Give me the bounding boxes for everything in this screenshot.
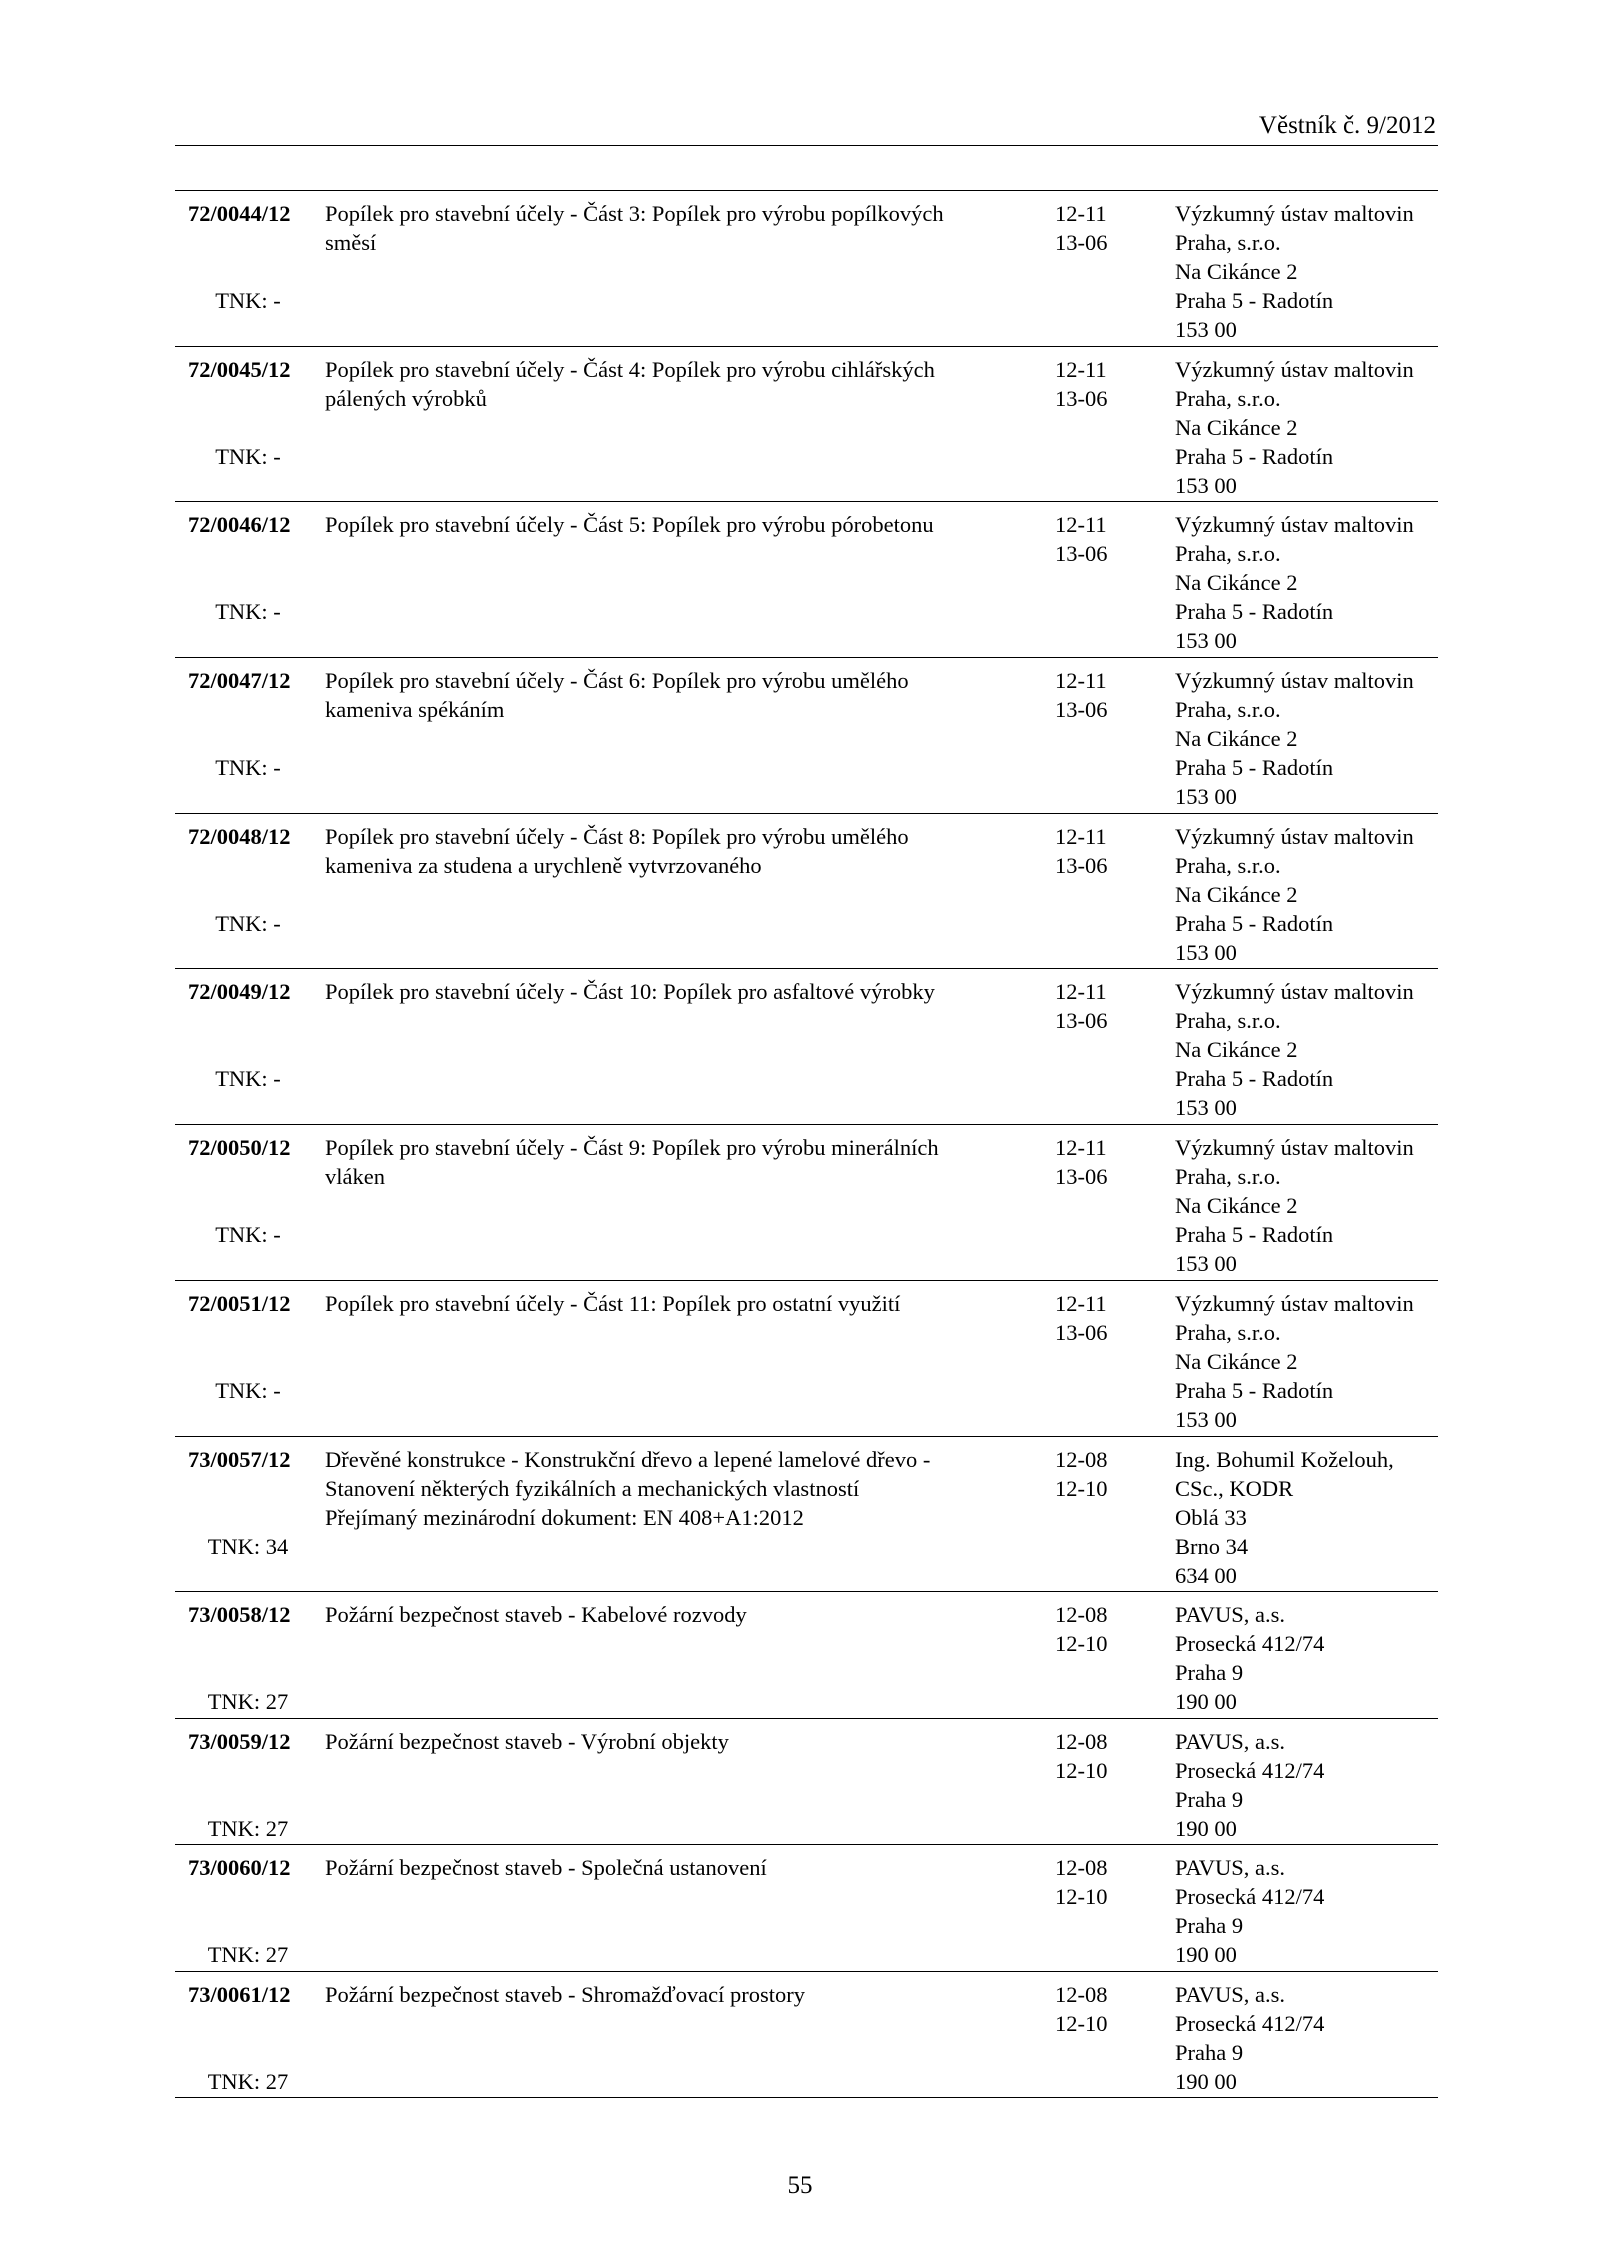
tnk-label: TNK: - bbox=[215, 288, 281, 313]
processor-address bbox=[1175, 199, 1435, 344]
title-line: Dřevěné konstrukce - Konstrukční dřevo a lepené lamelové dřevo - bbox=[325, 1446, 931, 1472]
address-line: PAVUS, a.s. bbox=[1175, 1728, 1286, 1754]
address-line: 153 00 bbox=[1175, 1406, 1237, 1432]
table-row bbox=[175, 1972, 1438, 2099]
address-line: 153 00 bbox=[1175, 784, 1237, 810]
date-end: 13-06 bbox=[1055, 385, 1108, 411]
address-line: Praha 5 - Radotín bbox=[1175, 1066, 1334, 1092]
title-line: Popílek pro stavební účely - Část 5: Popílek pro výrobu pórobetonu bbox=[325, 512, 934, 538]
standard-code: 73/0057/12 bbox=[188, 1446, 291, 1472]
standard-title bbox=[325, 1445, 931, 1532]
table-row bbox=[175, 1845, 1438, 1972]
date-start: 12-11 bbox=[1055, 1135, 1107, 1161]
address-line: Prosecká 412/74 bbox=[1175, 1757, 1325, 1783]
date-start: 12-11 bbox=[1055, 356, 1107, 382]
date-start: 12-08 bbox=[1055, 1728, 1108, 1754]
bulletin-title: Věstník č. 9/2012 bbox=[1258, 112, 1436, 139]
title-line: kameniva za studena a urychleně vytvrzovaného bbox=[325, 852, 762, 878]
address-line: 153 00 bbox=[1175, 1095, 1237, 1121]
date-end: 13-06 bbox=[1055, 541, 1108, 567]
address-line: Praha 5 - Radotín bbox=[1175, 1222, 1334, 1248]
page-number: 55 bbox=[787, 2172, 813, 2199]
date-range bbox=[1055, 1289, 1145, 1347]
address-line: Výzkumný ústav maltovin bbox=[1175, 668, 1414, 694]
date-end: 13-06 bbox=[1055, 1164, 1108, 1190]
table-row bbox=[175, 502, 1438, 658]
tnk-label: TNK: - bbox=[215, 910, 281, 936]
date-end: 12-10 bbox=[1055, 1884, 1108, 1910]
date-end: 12-10 bbox=[1055, 1475, 1108, 1501]
processor-address bbox=[1175, 666, 1435, 811]
tnk-label: TNK: - bbox=[215, 1377, 281, 1403]
address-line: 190 00 bbox=[1175, 2068, 1237, 2094]
address-line: Praha 9 bbox=[1175, 2039, 1244, 2065]
tnk-label: TNK: - bbox=[215, 599, 281, 625]
address-line: Praha 5 - Radotín bbox=[1175, 288, 1334, 313]
tnk-label: TNK: 27 bbox=[207, 1942, 289, 1968]
title-line: Popílek pro stavební účely - Část 11: Popílek pro ostatní využití bbox=[325, 1290, 901, 1316]
address-line: 153 00 bbox=[1175, 939, 1237, 965]
address-line: Brno 34 bbox=[1175, 1533, 1249, 1559]
standard-title bbox=[325, 1133, 939, 1191]
address-line: CSc., KODR bbox=[1175, 1475, 1294, 1501]
date-start: 12-08 bbox=[1055, 1981, 1108, 2007]
address-line: 634 00 bbox=[1175, 1562, 1237, 1588]
table-row bbox=[175, 1592, 1438, 1719]
page-header bbox=[175, 108, 1438, 146]
address-line: Na Cikánce 2 bbox=[1175, 881, 1298, 907]
address-line: Praha 9 bbox=[1175, 1660, 1244, 1686]
address-line: Praha 9 bbox=[1175, 1786, 1244, 1812]
date-range bbox=[1055, 355, 1145, 413]
standard-title bbox=[325, 510, 934, 539]
tnk-label: TNK: - bbox=[215, 1222, 281, 1248]
standard-code: 73/0059/12 bbox=[188, 1728, 291, 1754]
address-line: Na Cikánce 2 bbox=[1175, 1348, 1298, 1374]
title-line: směsí bbox=[325, 230, 377, 255]
date-range bbox=[1055, 1445, 1145, 1503]
processor-address bbox=[1175, 822, 1435, 967]
title-line: Přejímaný mezinárodní dokument: EN 408+A1:2012 bbox=[325, 1504, 804, 1530]
standard-title bbox=[325, 199, 944, 257]
title-line: Popílek pro stavební účely - Část 8: Popílek pro výrobu umělého bbox=[325, 823, 909, 849]
standard-code: 73/0058/12 bbox=[188, 1602, 291, 1628]
standard-code: 72/0046/12 bbox=[188, 512, 291, 538]
address-line: Na Cikánce 2 bbox=[1175, 414, 1298, 440]
processor-address bbox=[1175, 977, 1435, 1122]
title-line: Popílek pro stavební účely - Část 9: Popílek pro výrobu minerálních bbox=[325, 1135, 939, 1161]
processor-address bbox=[1175, 1289, 1435, 1434]
standard-code: 72/0045/12 bbox=[188, 356, 291, 382]
address-line: Praha, s.r.o. bbox=[1175, 1164, 1281, 1190]
tnk-label: TNK: - bbox=[215, 443, 281, 469]
table-row bbox=[175, 1281, 1438, 1437]
title-line: Požární bezpečnost staveb - Společná ustanovení bbox=[325, 1855, 767, 1881]
address-line: Výzkumný ústav maltovin bbox=[1175, 201, 1414, 226]
date-end: 12-10 bbox=[1055, 1631, 1108, 1657]
date-start: 12-08 bbox=[1055, 1855, 1108, 1881]
title-line: Požární bezpečnost staveb - Kabelové rozvody bbox=[325, 1602, 747, 1628]
address-line: 190 00 bbox=[1175, 1815, 1237, 1841]
date-start: 12-11 bbox=[1055, 668, 1107, 694]
address-line: Praha 5 - Radotín bbox=[1175, 443, 1334, 469]
date-end: 12-10 bbox=[1055, 1757, 1108, 1783]
tnk-label: TNK: 34 bbox=[207, 1533, 289, 1559]
address-line: Prosecká 412/74 bbox=[1175, 1631, 1325, 1657]
title-line: Popílek pro stavební účely - Část 6: Popílek pro výrobu umělého bbox=[325, 668, 909, 694]
address-line: Na Cikánce 2 bbox=[1175, 570, 1298, 596]
date-range bbox=[1055, 1133, 1145, 1191]
processor-address bbox=[1175, 1133, 1435, 1278]
date-start: 12-11 bbox=[1055, 1290, 1107, 1316]
address-line: Výzkumný ústav maltovin bbox=[1175, 512, 1414, 538]
date-end: 13-06 bbox=[1055, 1319, 1108, 1345]
tnk-label: TNK: - bbox=[215, 755, 281, 781]
address-line: Praha 5 - Radotín bbox=[1175, 1377, 1334, 1403]
table-row bbox=[175, 1719, 1438, 1846]
date-end: 13-06 bbox=[1055, 697, 1108, 723]
date-start: 12-11 bbox=[1055, 201, 1107, 226]
date-range bbox=[1055, 666, 1145, 724]
date-range bbox=[1055, 977, 1145, 1035]
address-line: Výzkumný ústav maltovin bbox=[1175, 1290, 1414, 1316]
address-line: Praha, s.r.o. bbox=[1175, 541, 1281, 567]
address-line: PAVUS, a.s. bbox=[1175, 1602, 1286, 1628]
address-line: Praha 5 - Radotín bbox=[1175, 755, 1334, 781]
address-line: Praha 9 bbox=[1175, 1913, 1244, 1939]
standard-code: 73/0060/12 bbox=[188, 1855, 291, 1881]
tnk-label: TNK: 27 bbox=[207, 1815, 289, 1841]
address-line: 153 00 bbox=[1175, 472, 1237, 498]
title-line: Popílek pro stavební účely - Část 10: Popílek pro asfaltové výrobky bbox=[325, 979, 935, 1005]
date-end: 12-10 bbox=[1055, 2010, 1108, 2036]
standard-code: 72/0051/12 bbox=[188, 1290, 291, 1316]
table-row bbox=[175, 969, 1438, 1125]
title-line: Popílek pro stavební účely - Část 3: Popílek pro výrobu popílkových bbox=[325, 201, 944, 226]
date-range bbox=[1055, 1980, 1145, 2038]
table-row bbox=[175, 1437, 1438, 1593]
address-line: Prosecká 412/74 bbox=[1175, 2010, 1325, 2036]
tnk-label: TNK: 27 bbox=[207, 2068, 289, 2094]
tnk-label: TNK: 27 bbox=[207, 1689, 289, 1715]
address-line: Praha, s.r.o. bbox=[1175, 697, 1281, 723]
address-line: 153 00 bbox=[1175, 317, 1237, 342]
processor-address bbox=[1175, 1980, 1435, 2096]
address-line: Výzkumný ústav maltovin bbox=[1175, 823, 1414, 849]
standard-title bbox=[325, 822, 909, 880]
date-start: 12-11 bbox=[1055, 979, 1107, 1005]
date-end: 13-06 bbox=[1055, 230, 1108, 255]
date-start: 12-11 bbox=[1055, 512, 1107, 538]
processor-address bbox=[1175, 355, 1435, 500]
address-line: Výzkumný ústav maltovin bbox=[1175, 1135, 1414, 1161]
title-line: Požární bezpečnost staveb - Výrobní objekty bbox=[325, 1728, 729, 1754]
title-line: kameniva spékáním bbox=[325, 697, 505, 723]
processor-address bbox=[1175, 510, 1435, 655]
address-line: Praha, s.r.o. bbox=[1175, 1319, 1281, 1345]
address-line: Praha 5 - Radotín bbox=[1175, 599, 1334, 625]
address-line: PAVUS, a.s. bbox=[1175, 1981, 1286, 2007]
standard-code: 72/0048/12 bbox=[188, 823, 291, 849]
standard-code: 72/0047/12 bbox=[188, 668, 291, 694]
standard-title bbox=[325, 1289, 901, 1318]
table-row bbox=[175, 347, 1438, 503]
date-range bbox=[1055, 199, 1145, 257]
standard-code: 72/0044/12 bbox=[188, 201, 291, 226]
address-line: Prosecká 412/74 bbox=[1175, 1884, 1325, 1910]
standard-title bbox=[325, 1853, 880, 1882]
date-end: 13-06 bbox=[1055, 1008, 1108, 1034]
date-start: 12-08 bbox=[1055, 1602, 1108, 1628]
processor-address bbox=[1175, 1853, 1435, 1969]
standard-code: 73/0061/12 bbox=[188, 1981, 291, 2007]
date-range bbox=[1055, 822, 1145, 880]
address-line: Na Cikánce 2 bbox=[1175, 726, 1298, 752]
address-line: Praha, s.r.o. bbox=[1175, 385, 1281, 411]
standard-title bbox=[325, 1980, 880, 2009]
standard-code: 72/0050/12 bbox=[188, 1135, 291, 1161]
address-line: 153 00 bbox=[1175, 1251, 1237, 1277]
address-line: Ing. Bohumil Koželouh, bbox=[1175, 1446, 1394, 1472]
address-line: 190 00 bbox=[1175, 1942, 1237, 1968]
address-line: Na Cikánce 2 bbox=[1175, 1193, 1298, 1219]
standard-title bbox=[325, 1727, 880, 1756]
date-range bbox=[1055, 510, 1145, 568]
address-line: Praha, s.r.o. bbox=[1175, 852, 1281, 878]
title-line: Požární bezpečnost staveb - Shromažďovací prostory bbox=[325, 1981, 806, 2007]
standards-table bbox=[175, 190, 1438, 2098]
address-line: 153 00 bbox=[1175, 628, 1237, 654]
address-line: Oblá 33 bbox=[1175, 1504, 1247, 1530]
title-line: Popílek pro stavební účely - Část 4: Popílek pro výrobu cihlářských bbox=[325, 356, 935, 382]
address-line: Výzkumný ústav maltovin bbox=[1175, 356, 1414, 382]
date-range bbox=[1055, 1853, 1145, 1911]
table-row bbox=[175, 658, 1438, 814]
standard-title bbox=[325, 977, 935, 1006]
processor-address bbox=[1175, 1727, 1435, 1843]
title-line: pálených výrobků bbox=[325, 385, 487, 411]
date-start: 12-08 bbox=[1055, 1446, 1108, 1472]
table-row bbox=[175, 814, 1438, 970]
processor-address bbox=[1175, 1600, 1435, 1716]
date-end: 13-06 bbox=[1055, 852, 1108, 878]
standard-title bbox=[325, 666, 909, 724]
standard-title bbox=[325, 355, 935, 413]
standard-code: 72/0049/12 bbox=[188, 979, 291, 1005]
address-line: Na Cikánce 2 bbox=[1175, 259, 1298, 284]
date-range bbox=[1055, 1727, 1145, 1785]
address-line: 190 00 bbox=[1175, 1689, 1237, 1715]
processor-address bbox=[1175, 1445, 1435, 1590]
standard-title bbox=[325, 1600, 880, 1629]
address-line: PAVUS, a.s. bbox=[1175, 1855, 1286, 1881]
address-line: Praha, s.r.o. bbox=[1175, 1008, 1281, 1034]
address-line: Výzkumný ústav maltovin bbox=[1175, 979, 1414, 1005]
date-range bbox=[1055, 1600, 1145, 1658]
table-row bbox=[175, 191, 1438, 347]
address-line: Praha 5 - Radotín bbox=[1175, 910, 1334, 936]
title-line: Stanovení některých fyzikálních a mechanických vlastností bbox=[325, 1475, 860, 1501]
tnk-label: TNK: - bbox=[215, 1066, 281, 1092]
date-start: 12-11 bbox=[1055, 823, 1107, 849]
table-row bbox=[175, 1125, 1438, 1281]
address-line: Na Cikánce 2 bbox=[1175, 1037, 1298, 1063]
title-line: vláken bbox=[325, 1164, 385, 1190]
address-line: Praha, s.r.o. bbox=[1175, 230, 1281, 255]
